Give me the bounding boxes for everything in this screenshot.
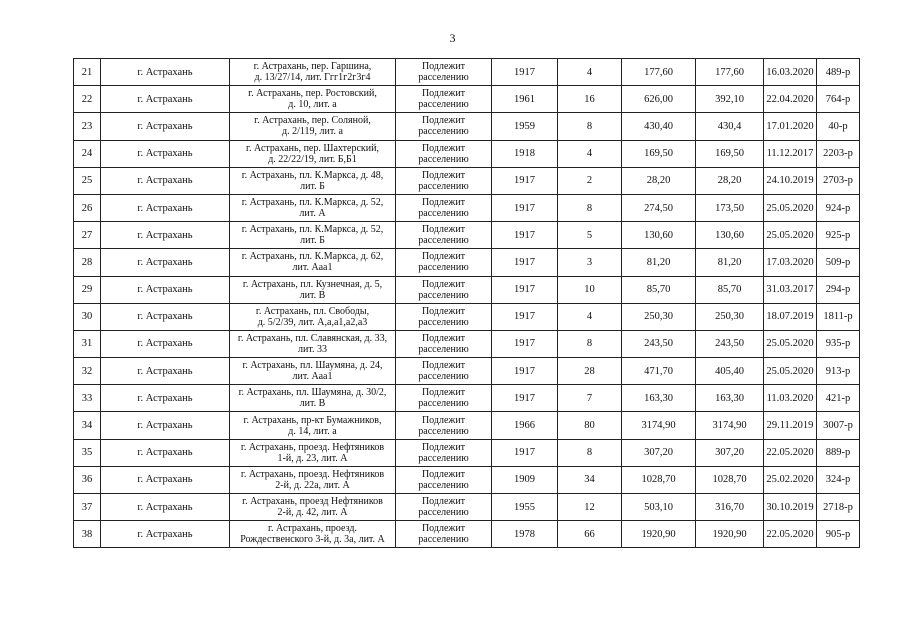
cell-date: 11.03.2020 (764, 385, 817, 412)
cell-area-living: 430,4 (696, 113, 764, 140)
cell-address-line: г. Астрахань, пл. К.Маркса, д. 52, (241, 197, 384, 209)
cell-status-line: расселению (418, 479, 469, 491)
cell-address (230, 521, 396, 548)
cell-status-line: расселению (418, 343, 469, 355)
cell-year: 1959 (492, 113, 558, 140)
cell-address (230, 59, 396, 86)
table-row (74, 330, 860, 357)
cell-count: 66 (558, 521, 622, 548)
cell-address-line: г. Астрахань, пл. Славянская, д. 33, (237, 332, 388, 344)
cell-count: 5 (558, 222, 622, 249)
cell-address (230, 276, 396, 303)
page-number: 3 (449, 31, 456, 45)
table-row (74, 494, 860, 521)
cell-count: 8 (558, 113, 622, 140)
cell-status-line: Подлежит (421, 523, 466, 535)
cell-year: 1961 (492, 86, 558, 113)
cell-order: 2203-р (817, 140, 860, 167)
cell-order: 1811-р (817, 303, 860, 330)
cell-address-line: лит. 33 (298, 343, 327, 355)
cell-status-line: Подлежит (421, 224, 466, 236)
cell-status-line: расселению (418, 126, 469, 138)
cell-status-line: Подлежит (421, 414, 466, 426)
cell-order: 40-р (817, 113, 860, 140)
cell-address (230, 249, 396, 276)
cell-date: 31.03.2017 (764, 276, 817, 303)
cell-city: г. Астрахань (101, 222, 230, 249)
cell-address-line: г. Астрахань, пер. Гаршина, (253, 61, 372, 73)
cell-address (230, 494, 396, 521)
cell-address-line: г. Астрахань, проезд. Нефтяников (240, 468, 385, 480)
cell-year: 1918 (492, 140, 558, 167)
cell-order: 889-р (817, 439, 860, 466)
cell-status-line: расселению (418, 289, 469, 301)
cell-area-living: 243,50 (696, 330, 764, 357)
cell-address-line: д. 10, лит. а (288, 99, 337, 111)
cell-address-line: г. Астрахань, пл. Шаумяна, д. 24, (242, 360, 383, 372)
cell-status (396, 521, 492, 548)
cell-area-total: 243,50 (622, 330, 696, 357)
table-row (74, 303, 860, 330)
cell-status-line: Подлежит (421, 387, 466, 399)
cell-order: 324-р (817, 466, 860, 493)
table-row (74, 358, 860, 385)
cell-address-line: 2-й, д. 42, лит. А (277, 507, 348, 519)
cell-count: 34 (558, 466, 622, 493)
cell-date: 22.05.2020 (764, 439, 817, 466)
cell-status-line: Подлежит (421, 169, 466, 181)
cell-status (396, 222, 492, 249)
cell-date: 22.04.2020 (764, 86, 817, 113)
cell-address-line: д. 13/27/14, лит. Ггг1г2г3г4 (254, 72, 371, 84)
cell-area-living: 405,40 (696, 358, 764, 385)
cell-status-line: Подлежит (421, 278, 466, 290)
cell-status-line: Подлежит (421, 115, 466, 127)
cell-city: г. Астрахань (101, 494, 230, 521)
cell-status (396, 140, 492, 167)
table-row (74, 276, 860, 303)
cell-city: г. Астрахань (101, 194, 230, 221)
cell-order: 3007-р (817, 412, 860, 439)
cell-city: г. Астрахань (101, 276, 230, 303)
cell-status (396, 276, 492, 303)
cell-status (396, 59, 492, 86)
cell-number: 28 (74, 249, 101, 276)
cell-area-living: 250,30 (696, 303, 764, 330)
cell-number: 25 (74, 167, 101, 194)
cell-area-living: 1028,70 (696, 466, 764, 493)
table-body (74, 59, 860, 548)
cell-year: 1917 (492, 385, 558, 412)
cell-status (396, 113, 492, 140)
cell-year: 1955 (492, 494, 558, 521)
cell-city: г. Астрахань (101, 167, 230, 194)
cell-city: г. Астрахань (101, 521, 230, 548)
cell-order: 421-р (817, 385, 860, 412)
cell-address-line: г. Астрахань, пер. Соляной, (254, 115, 371, 127)
cell-count: 28 (558, 358, 622, 385)
cell-area-living: 316,70 (696, 494, 764, 521)
cell-address-line: г. Астрахань, пр-кт Бумажников, (243, 414, 382, 426)
cell-address (230, 222, 396, 249)
cell-address (230, 303, 396, 330)
cell-address (230, 439, 396, 466)
cell-status (396, 194, 492, 221)
cell-year: 1978 (492, 521, 558, 548)
cell-status (396, 358, 492, 385)
cell-number: 29 (74, 276, 101, 303)
cell-order: 489-р (817, 59, 860, 86)
cell-count: 7 (558, 385, 622, 412)
cell-year: 1917 (492, 194, 558, 221)
cell-year: 1917 (492, 59, 558, 86)
cell-city: г. Астрахань (101, 439, 230, 466)
cell-address-line: лит. Ааа1 (292, 262, 333, 274)
cell-status-line: Подлежит (421, 496, 466, 508)
cell-area-total: 307,20 (622, 439, 696, 466)
cell-address-line: г. Астрахань, пер. Ростовский, (248, 88, 377, 100)
table-row (74, 113, 860, 140)
cell-area-living: 169,50 (696, 140, 764, 167)
cell-address-line: лит. В (299, 398, 326, 410)
table-row (74, 59, 860, 86)
table-row (74, 412, 860, 439)
cell-date: 25.05.2020 (764, 222, 817, 249)
cell-year: 1917 (492, 249, 558, 276)
cell-date: 18.07.2019 (764, 303, 817, 330)
cell-city: г. Астрахань (101, 86, 230, 113)
cell-area-total: 28,20 (622, 167, 696, 194)
cell-status-line: Подлежит (421, 305, 466, 317)
cell-area-total: 177,60 (622, 59, 696, 86)
cell-status-line: расселению (418, 371, 469, 383)
cell-number: 38 (74, 521, 101, 548)
cell-date: 22.05.2020 (764, 521, 817, 548)
cell-count: 3 (558, 249, 622, 276)
cell-status (396, 167, 492, 194)
cell-number: 34 (74, 412, 101, 439)
cell-address-line: д. 14, лит. а (288, 425, 337, 437)
cell-date: 17.01.2020 (764, 113, 817, 140)
cell-area-living: 163,30 (696, 385, 764, 412)
cell-count: 2 (558, 167, 622, 194)
cell-area-total: 626,00 (622, 86, 696, 113)
cell-status-line: Подлежит (421, 251, 466, 263)
cell-address-line: г. Астрахань, проезд Нефтяников (242, 496, 383, 508)
cell-address (230, 330, 396, 357)
cell-address-line: г. Астрахань, пл. К.Маркса, д. 62, (241, 251, 384, 263)
cell-area-total: 1028,70 (622, 466, 696, 493)
cell-date: 25.02.2020 (764, 466, 817, 493)
cell-address-line: лит. Ааа1 (292, 371, 333, 383)
cell-status-line: расселению (418, 316, 469, 328)
cell-address-line: лит. Б (300, 180, 325, 192)
cell-address-line: Рождественского 3-й, д. 3а, лит. А (240, 534, 385, 546)
cell-address (230, 466, 396, 493)
cell-status (396, 303, 492, 330)
table-row (74, 439, 860, 466)
cell-area-living: 307,20 (696, 439, 764, 466)
cell-status-line: Подлежит (421, 142, 466, 154)
cell-year: 1909 (492, 466, 558, 493)
cell-city: г. Астрахань (101, 113, 230, 140)
cell-count: 8 (558, 330, 622, 357)
cell-city: г. Астрахань (101, 303, 230, 330)
cell-address (230, 194, 396, 221)
cell-city: г. Астрахань (101, 249, 230, 276)
cell-number: 24 (74, 140, 101, 167)
table-row (74, 249, 860, 276)
cell-area-total: 163,30 (622, 385, 696, 412)
cell-number: 36 (74, 466, 101, 493)
cell-order: 2718-р (817, 494, 860, 521)
cell-order: 764-р (817, 86, 860, 113)
cell-order: 2703-р (817, 167, 860, 194)
cell-status-line: расселению (418, 235, 469, 247)
cell-status-line: Подлежит (421, 88, 466, 100)
cell-number: 35 (74, 439, 101, 466)
cell-address (230, 113, 396, 140)
cell-city: г. Астрахань (101, 358, 230, 385)
cell-address (230, 86, 396, 113)
cell-area-living: 392,10 (696, 86, 764, 113)
cell-number: 33 (74, 385, 101, 412)
cell-count: 80 (558, 412, 622, 439)
table-row (74, 521, 860, 548)
cell-status-line: расселению (418, 262, 469, 274)
cell-date: 25.05.2020 (764, 330, 817, 357)
cell-address (230, 140, 396, 167)
cell-status-line: расселению (418, 153, 469, 165)
cell-address (230, 412, 396, 439)
cell-status (396, 466, 492, 493)
cell-area-living: 85,70 (696, 276, 764, 303)
cell-address-line: д. 22/22/19, лит. Б,Б1 (268, 153, 357, 165)
cell-address-line: г. Астрахань, пл. К.Маркса, д. 48, (241, 169, 384, 181)
cell-address-line: г. Астрахань, пл. Свободы, (255, 305, 370, 317)
cell-status-line: расселению (418, 452, 469, 464)
cell-year: 1917 (492, 276, 558, 303)
cell-address (230, 167, 396, 194)
cell-area-total: 274,50 (622, 194, 696, 221)
cell-address (230, 358, 396, 385)
table-row (74, 86, 860, 113)
cell-address-line: д. 5/2/39, лит. А,а,а1,а2,а3 (257, 316, 368, 328)
cell-order: 935-р (817, 330, 860, 357)
cell-area-total: 250,30 (622, 303, 696, 330)
cell-address-line: лит. В (299, 289, 326, 301)
cell-number: 27 (74, 222, 101, 249)
cell-area-total: 130,60 (622, 222, 696, 249)
cell-status-line: расселению (418, 208, 469, 220)
table-row (74, 466, 860, 493)
table-row (74, 385, 860, 412)
cell-area-total: 169,50 (622, 140, 696, 167)
cell-count: 16 (558, 86, 622, 113)
cell-year: 1917 (492, 330, 558, 357)
cell-area-living: 173,50 (696, 194, 764, 221)
cell-status-line: Подлежит (421, 468, 466, 480)
cell-city: г. Астрахань (101, 140, 230, 167)
cell-city: г. Астрахань (101, 385, 230, 412)
cell-date: 24.10.2019 (764, 167, 817, 194)
cell-area-living: 1920,90 (696, 521, 764, 548)
cell-address-line: 2-й, д. 22а, лит. А (275, 479, 350, 491)
cell-year: 1917 (492, 303, 558, 330)
cell-order: 913-р (817, 358, 860, 385)
cell-status (396, 330, 492, 357)
cell-area-living: 3174,90 (696, 412, 764, 439)
cell-address-line: д. 2/119, лит. а (282, 126, 343, 138)
cell-status-line: расселению (418, 72, 469, 84)
cell-number: 31 (74, 330, 101, 357)
table-row (74, 167, 860, 194)
cell-number: 30 (74, 303, 101, 330)
cell-order: 509-р (817, 249, 860, 276)
cell-city: г. Астрахань (101, 412, 230, 439)
cell-address (230, 385, 396, 412)
cell-city: г. Астрахань (101, 330, 230, 357)
cell-status (396, 494, 492, 521)
cell-year: 1917 (492, 167, 558, 194)
cell-date: 11.12.2017 (764, 140, 817, 167)
cell-address-line: лит. А (299, 208, 326, 220)
cell-date: 16.03.2020 (764, 59, 817, 86)
cell-status-line: расселению (418, 398, 469, 410)
cell-city: г. Астрахань (101, 466, 230, 493)
housing-registry-table (73, 58, 860, 548)
cell-count: 4 (558, 303, 622, 330)
cell-status-line: Подлежит (421, 441, 466, 453)
cell-address-line: г. Астрахань, пл. К.Маркса, д. 52, (241, 224, 384, 236)
cell-address-line: 1-й, д. 23, лит. А (277, 452, 348, 464)
cell-order: 925-р (817, 222, 860, 249)
cell-year: 1917 (492, 439, 558, 466)
cell-address-line: г. Астрахань, пл. Кузнечная, д. 5, (242, 278, 383, 290)
cell-address-line: г. Астрахань, пер. Шахтерский, (246, 142, 379, 154)
cell-order: 294-р (817, 276, 860, 303)
cell-area-living: 28,20 (696, 167, 764, 194)
cell-status-line: Подлежит (421, 197, 466, 209)
cell-area-total: 81,20 (622, 249, 696, 276)
cell-address-line: г. Астрахань, пл. Шаумяна, д. 30/2, (238, 387, 387, 399)
cell-status-line: расселению (418, 180, 469, 192)
cell-number: 23 (74, 113, 101, 140)
cell-status (396, 439, 492, 466)
table-row (74, 222, 860, 249)
cell-area-total: 503,10 (622, 494, 696, 521)
cell-status-line: расселению (418, 534, 469, 546)
cell-number: 22 (74, 86, 101, 113)
cell-address-line: г. Астрахань, проезд. Нефтяников (240, 441, 385, 453)
cell-date: 29.11.2019 (764, 412, 817, 439)
cell-area-total: 430,40 (622, 113, 696, 140)
cell-status (396, 412, 492, 439)
cell-order: 924-р (817, 194, 860, 221)
cell-count: 4 (558, 59, 622, 86)
cell-count: 12 (558, 494, 622, 521)
table-row (74, 140, 860, 167)
cell-date: 30.10.2019 (764, 494, 817, 521)
cell-area-total: 3174,90 (622, 412, 696, 439)
cell-status-line: расселению (418, 507, 469, 519)
cell-number: 26 (74, 194, 101, 221)
cell-year: 1917 (492, 358, 558, 385)
cell-status-line: Подлежит (421, 332, 466, 344)
cell-area-living: 177,60 (696, 59, 764, 86)
cell-address-line: г. Астрахань, проезд. (268, 523, 357, 535)
cell-number: 21 (74, 59, 101, 86)
cell-order: 905-р (817, 521, 860, 548)
cell-year: 1917 (492, 222, 558, 249)
cell-count: 8 (558, 439, 622, 466)
cell-count: 8 (558, 194, 622, 221)
cell-number: 37 (74, 494, 101, 521)
cell-count: 10 (558, 276, 622, 303)
cell-area-total: 471,70 (622, 358, 696, 385)
cell-status-line: расселению (418, 99, 469, 111)
cell-city: г. Астрахань (101, 59, 230, 86)
cell-area-living: 130,60 (696, 222, 764, 249)
cell-status-line: Подлежит (421, 360, 466, 372)
cell-status (396, 385, 492, 412)
cell-status (396, 86, 492, 113)
cell-date: 25.05.2020 (764, 194, 817, 221)
cell-area-total: 1920,90 (622, 521, 696, 548)
cell-number: 32 (74, 358, 101, 385)
cell-date: 25.05.2020 (764, 358, 817, 385)
cell-date: 17.03.2020 (764, 249, 817, 276)
cell-area-living: 81,20 (696, 249, 764, 276)
cell-status-line: расселению (418, 425, 469, 437)
table-row (74, 194, 860, 221)
cell-status (396, 249, 492, 276)
cell-status-line: Подлежит (421, 61, 466, 73)
cell-address-line: лит. Б (300, 235, 325, 247)
cell-count: 4 (558, 140, 622, 167)
cell-year: 1966 (492, 412, 558, 439)
cell-area-total: 85,70 (622, 276, 696, 303)
